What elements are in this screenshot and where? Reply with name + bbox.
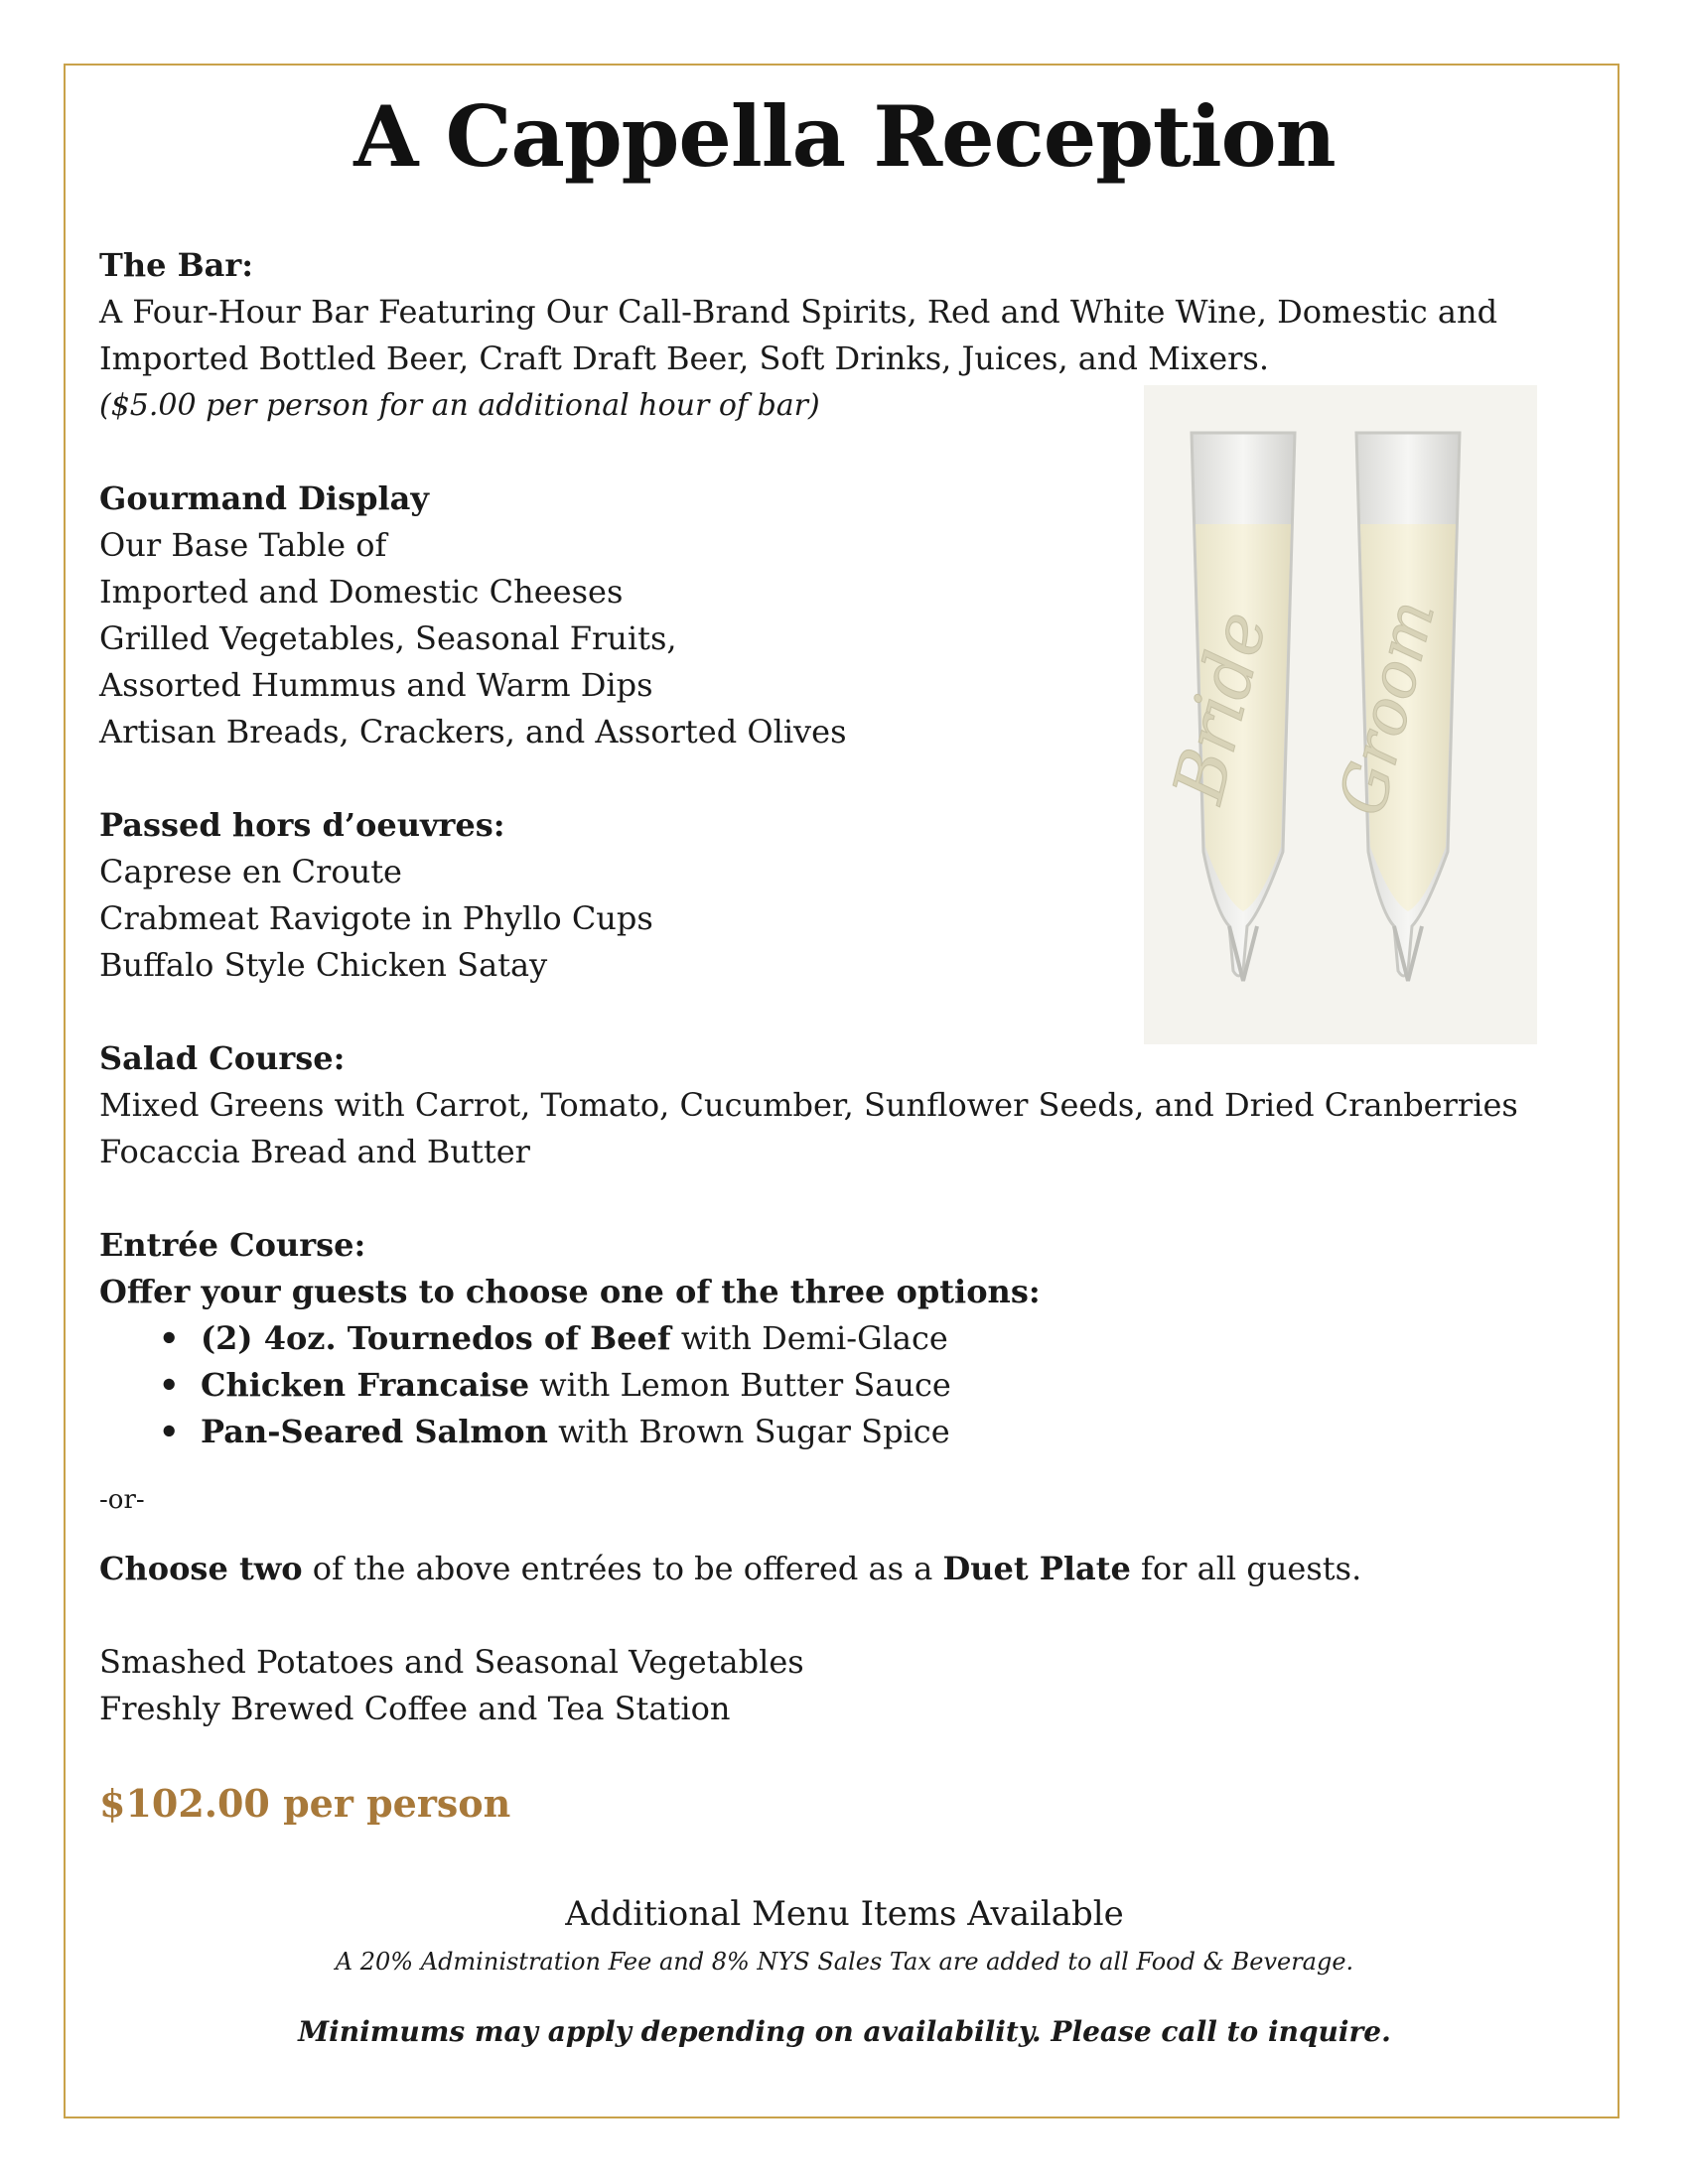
entree-option-desc: with Demi-Glace xyxy=(670,1319,948,1357)
entree-option xyxy=(201,1362,1509,1409)
entree-heading: Entrée Course: xyxy=(99,1226,366,1264)
list-item: Buffalo Style Chicken Satay xyxy=(99,946,548,984)
bar-line-1: A Four-Hour Bar Featuring Our Call-Brand Spirits, Red and White Wine, Domestic and xyxy=(99,293,1498,331)
glass-left-text: Bride xyxy=(1157,604,1283,811)
list-item: Smashed Potatoes and Seasonal Vegetables xyxy=(99,1643,804,1681)
menu-content xyxy=(99,242,1518,1832)
gourmand-heading: Gourmand Display xyxy=(99,479,429,517)
minimums-note: Minimums may apply depending on availability. Please call to inquire. xyxy=(298,2015,1391,2048)
duet-end: for all guests. xyxy=(1130,1550,1362,1587)
additional-items: Additional Menu Items Available xyxy=(565,1894,1124,1934)
list-item: Our Base Table of xyxy=(99,526,387,564)
list-item: Grilled Vegetables, Seasonal Fruits, xyxy=(99,619,677,657)
list-item: Caprese en Croute xyxy=(99,853,402,890)
list-item: Focaccia Bread and Butter xyxy=(99,1133,530,1170)
entree-option xyxy=(201,1409,1509,1455)
list-item: Mixed Greens with Carrot, Tomato, Cucumber, Sunflower Seeds, and Dried Cranberries xyxy=(99,1086,1518,1124)
bar-heading: The Bar: xyxy=(99,246,254,284)
entree-option-name: (2) 4oz. Tournedos of Beef xyxy=(201,1319,671,1357)
entree-options xyxy=(99,1315,1509,1455)
bar-note: ($5.00 per person for an additional hour of bar) xyxy=(99,388,820,423)
list-item: Imported and Domestic Cheeses xyxy=(99,573,624,611)
list-item: Assorted Hummus and Warm Dips xyxy=(99,666,653,704)
price: $102.00 per person xyxy=(99,1781,511,1826)
entree-option-desc: with Brown Sugar Spice xyxy=(547,1413,950,1450)
entree-option-name: Chicken Francaise xyxy=(201,1366,530,1404)
page-title: A Cappella Reception xyxy=(353,87,1336,186)
entree-option-name: Pan-Seared Salmon xyxy=(201,1413,548,1450)
fee-note: A 20% Administration Fee and 8% NYS Sales Tax are added to all Food & Beverage. xyxy=(335,1948,1354,1976)
duet-plate-note xyxy=(99,1546,1509,1592)
duet-bold-2: Duet Plate xyxy=(942,1550,1131,1587)
list-item: Freshly Brewed Coffee and Tea Station xyxy=(99,1690,731,1727)
bar-line-2: Imported Bottled Beer, Craft Draft Beer, Soft Drinks, Juices, and Mixers. xyxy=(99,340,1270,377)
passed-heading: Passed hors d’oeuvres: xyxy=(99,806,505,844)
entree-subheading: Offer your guests to choose one of the three options: xyxy=(99,1273,1041,1310)
entree-option xyxy=(201,1315,1509,1362)
duet-mid: of the above entrées to be offered as a xyxy=(302,1550,943,1587)
salad-heading: Salad Course: xyxy=(99,1039,346,1077)
glass-right-text: Groom xyxy=(1326,593,1451,823)
duet-bold-1: Choose two xyxy=(99,1550,303,1587)
or-separator: -or- xyxy=(99,1485,145,1515)
list-item: Crabmeat Ravigote in Phyllo Cups xyxy=(99,899,653,937)
entree-option-desc: with Lemon Butter Sauce xyxy=(529,1366,951,1404)
list-item: Artisan Breads, Crackers, and Assorted Olives xyxy=(99,713,847,751)
